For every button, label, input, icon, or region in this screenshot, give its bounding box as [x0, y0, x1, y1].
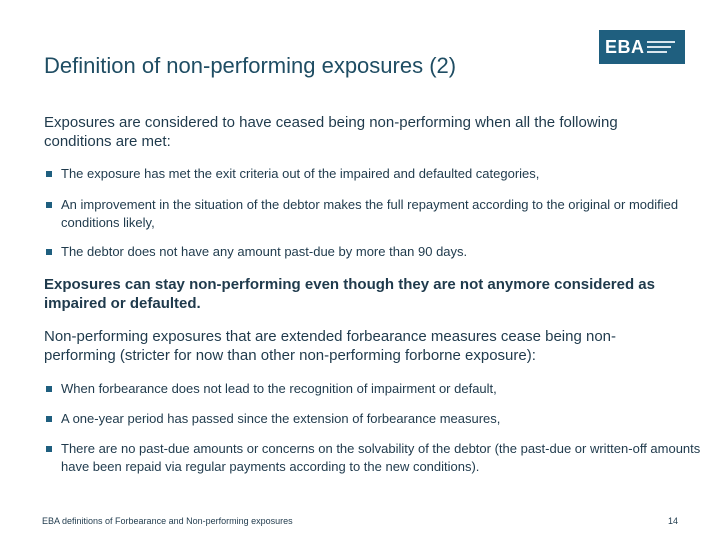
footer-source: EBA definitions of Forbearance and Non-performing exposures: [42, 516, 293, 526]
exit-criterion-2: An improvement in the situation of the debtor makes the full repayment according to the original or modified conditions likely,: [44, 196, 701, 232]
logo-mark: EBA: [605, 36, 645, 57]
logo-wordmark-lines: [647, 41, 675, 53]
forbearance-paragraph: Non-performing exposures that are extended forbearance measures cease being non-performing (stricter for now than other non-performing forborne exposure):: [44, 328, 617, 364]
forbearance-criterion-1: When forbearance does not lead to the recognition of impairment or default,: [44, 380, 701, 398]
bold-statement: Exposures can stay non-performing even though they are not anymore considered as impaired or defaulted.: [44, 276, 655, 312]
slide-title: Definition of non-performing exposures (2): [44, 53, 457, 78]
intro-paragraph: Exposures are considered to have ceased being non-performing when all the following conditions are met:: [44, 114, 618, 150]
exit-criterion-3: The debtor does not have any amount past-due by more than 90 days.: [44, 243, 701, 261]
page-number: 14: [667, 516, 678, 526]
forbearance-criterion-2: A one-year period has passed since the extension of forbearance measures,: [44, 410, 701, 428]
forbearance-criterion-3: There are no past-due amounts or concerns on the solvability of the debtor (the past-due or written-off amounts have been repaid via regular payments according to the new conditions).: [44, 440, 701, 476]
eba-logo: [599, 30, 685, 64]
exit-criterion-1: The exposure has met the exit criteria out of the impaired and defaulted categories,: [44, 165, 701, 183]
